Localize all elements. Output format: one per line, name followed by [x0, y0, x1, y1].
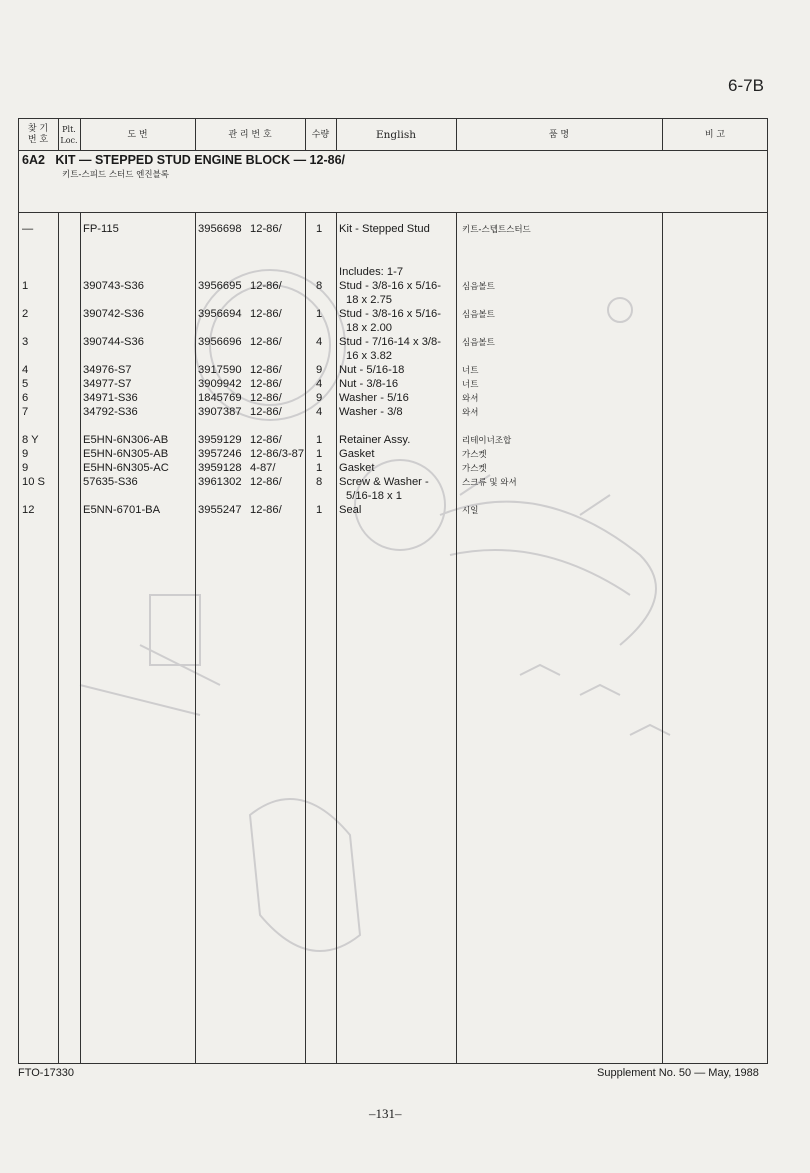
- ref-number: 12: [22, 504, 35, 516]
- ref-number: 1: [22, 280, 29, 292]
- korean-name: 시일: [462, 506, 479, 516]
- effective-date: 12-86/: [250, 280, 282, 292]
- header-plt-loc: Plt. Loc.: [60, 125, 78, 145]
- english-description: Washer - 3/8: [339, 406, 403, 418]
- ref-number: 4: [22, 364, 29, 376]
- english-description-continued: 18 x 2.75: [346, 294, 393, 306]
- effective-date: 12-86/: [250, 392, 282, 404]
- english-description: Washer - 5/16: [339, 392, 409, 404]
- effective-date: 12-86/: [250, 378, 282, 390]
- effective-date: 12-86/: [250, 308, 282, 320]
- col-divider: [336, 212, 337, 1064]
- part-number: 34971-S36: [83, 392, 138, 404]
- section-title: [22, 153, 345, 167]
- header-part-no: 도 번: [127, 129, 148, 140]
- management-number: 3957246: [198, 448, 242, 460]
- management-number: 3956698: [198, 223, 242, 235]
- header-remarks: 비 고: [704, 129, 726, 140]
- quantity: 1: [316, 434, 323, 446]
- english-description: Seal: [339, 504, 362, 516]
- ref-number: 10 S: [22, 476, 46, 488]
- effective-date: 12-86/: [250, 336, 282, 348]
- effective-date: 12-86/: [250, 364, 282, 376]
- management-number: 3959129: [198, 434, 242, 446]
- korean-name: 심음볼트: [462, 310, 495, 320]
- col-divider: [58, 212, 59, 1064]
- quantity: 1: [316, 504, 323, 516]
- management-number: 3956696: [198, 336, 242, 348]
- col-divider: [662, 212, 663, 1064]
- quantity: 4: [316, 406, 323, 418]
- quantity: 4: [316, 336, 323, 348]
- english-description: Retainer Assy.: [339, 434, 411, 446]
- korean-name: 가스켓: [462, 450, 487, 460]
- english-description: Stud - 7/16-14 x 3/8-: [339, 336, 441, 348]
- quantity: 9: [316, 364, 323, 376]
- page-number-top: 6-7B: [728, 76, 764, 95]
- english-description: Stud - 3/8-16 x 5/16-: [339, 280, 441, 292]
- header-name: 품 명: [548, 129, 570, 140]
- management-number: 1845769: [198, 392, 242, 404]
- part-number: 57635-S36: [83, 476, 138, 488]
- part-number: E5HN-6N305-AB: [83, 448, 169, 460]
- english-description: Screw & Washer -: [339, 476, 429, 488]
- management-number: 3909942: [198, 378, 242, 390]
- section-divider: [18, 212, 768, 213]
- english-description-continued: 18 x 2.00: [346, 322, 393, 334]
- header-english: English: [375, 128, 417, 141]
- english-description: Includes: 1-7: [339, 266, 404, 278]
- part-number: E5HN-6N305-AC: [83, 462, 169, 474]
- page-number-bottom: –131–: [369, 1106, 402, 1121]
- effective-date: 12-86/: [250, 406, 282, 418]
- ref-number: —: [22, 223, 34, 235]
- english-description: Nut - 5/16-18: [339, 364, 405, 376]
- quantity: 8: [316, 476, 323, 488]
- header-qty: 수량: [311, 129, 330, 140]
- part-number: E5HN-6N306-AB: [83, 434, 169, 446]
- section-title-text: KIT — STEPPED STUD ENGINE BLOCK — 12-86/: [55, 153, 345, 167]
- effective-date: 12-86/3-87: [250, 448, 305, 460]
- effective-date: 12-86/: [250, 434, 282, 446]
- ref-number: 3: [22, 336, 29, 348]
- effective-date: 12-86/: [250, 223, 282, 235]
- section-subtitle: 키트-스피드 스터드 엔진블록: [62, 170, 170, 180]
- ref-number: 2: [22, 308, 29, 320]
- effective-date: 12-86/: [250, 504, 282, 516]
- korean-name: 너트: [462, 366, 479, 376]
- ref-number: 9: [22, 448, 29, 460]
- korean-name: 심음볼트: [462, 282, 495, 292]
- part-number: 390744-S36: [83, 336, 144, 348]
- part-number: 390742-S36: [83, 308, 144, 320]
- management-number: 3917590: [198, 364, 242, 376]
- ref-number: 9: [22, 462, 29, 474]
- ref-number: 7: [22, 406, 29, 418]
- col-divider: [305, 212, 306, 1064]
- english-description-continued: 5/16-18 x 1: [346, 490, 402, 502]
- ref-number: 5: [22, 378, 29, 390]
- english-description: Nut - 3/8-16: [339, 378, 399, 390]
- quantity: 4: [316, 378, 323, 390]
- effective-date: 4-87/: [250, 462, 276, 474]
- header-mgmt-no: 관 리 번 호: [228, 129, 272, 140]
- korean-name: 리테이너조합: [462, 436, 512, 446]
- quantity: 1: [316, 462, 323, 474]
- section-code: 6A2: [22, 153, 45, 167]
- part-number: 34792-S36: [83, 406, 138, 418]
- management-number: 3961302: [198, 476, 242, 488]
- quantity: 9: [316, 392, 323, 404]
- english-description: Stud - 3/8-16 x 5/16-: [339, 308, 441, 320]
- quantity: 1: [316, 308, 323, 320]
- col-divider: [195, 212, 196, 1064]
- korean-name: 와셔: [462, 394, 479, 404]
- supplement-note: Supplement No. 50 — May, 1988: [597, 1067, 759, 1079]
- management-number: 3959128: [198, 462, 242, 474]
- korean-name: 키트-스텝트스터드: [462, 225, 531, 235]
- management-number: 3955247: [198, 504, 242, 516]
- english-description: Gasket: [339, 448, 375, 460]
- korean-name: 가스켓: [462, 464, 487, 474]
- quantity: 8: [316, 280, 323, 292]
- english-description-continued: 16 x 3.82: [346, 350, 393, 362]
- part-number: FP-115: [83, 223, 119, 235]
- management-number: 3956694: [198, 308, 242, 320]
- english-description: Gasket: [339, 462, 375, 474]
- document-id: FTO-17330: [18, 1067, 75, 1079]
- parts-table-frame: [18, 118, 768, 1064]
- korean-name: 심음볼트: [462, 338, 495, 348]
- management-number: 3907387: [198, 406, 242, 418]
- part-number: 390743-S36: [83, 280, 144, 292]
- ref-number: 8 Y: [22, 434, 39, 446]
- part-number: 34977-S7: [83, 378, 132, 390]
- header-ref-no: 찾 기 번 호: [27, 124, 49, 145]
- part-number: E5NN-6701-BA: [83, 504, 161, 516]
- part-number: 34976-S7: [83, 364, 132, 376]
- header-divider: [18, 150, 768, 151]
- effective-date: 12-86/: [250, 476, 282, 488]
- quantity: 1: [316, 223, 323, 235]
- ref-number: 6: [22, 392, 29, 404]
- quantity: 1: [316, 448, 323, 460]
- korean-name: 너트: [462, 380, 479, 390]
- korean-name: 와셔: [462, 408, 479, 418]
- col-divider: [456, 212, 457, 1064]
- korean-name: 스크류 및 와셔: [462, 478, 517, 488]
- col-divider: [80, 212, 81, 1064]
- management-number: 3956695: [198, 280, 242, 292]
- english-description: Kit - Stepped Stud: [339, 223, 430, 235]
